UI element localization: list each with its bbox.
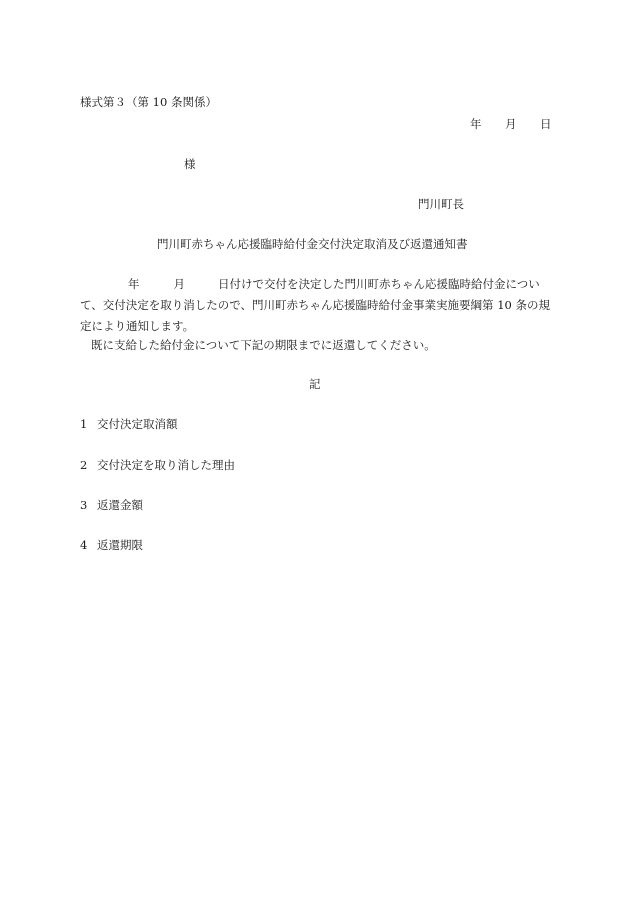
body-year: 年	[128, 277, 140, 291]
item-number: 1	[80, 417, 88, 431]
item-label: 返還金額	[97, 498, 143, 512]
body-line-3: 定により通知します。	[80, 319, 195, 333]
item-number: 3	[80, 498, 88, 512]
item-label: 交付決定取消額	[97, 417, 178, 431]
date-line	[470, 119, 552, 131]
item-number: 4	[80, 538, 88, 552]
body-line-1-text: 日付けで交付を決定した門川町赤ちゃん応援臨時給付金につい	[218, 277, 540, 291]
date-year: 年	[470, 117, 482, 131]
sender: 門川町長	[418, 197, 464, 211]
body-line-1	[80, 279, 540, 291]
body-line-4: 既に支給した給付金について下記の期限までに返還してください。	[91, 338, 436, 352]
item-label: 交付決定を取り消した理由	[97, 458, 235, 472]
list-item	[80, 540, 143, 552]
list-item	[80, 460, 235, 472]
item-label: 返還期限	[97, 538, 143, 552]
list-item	[80, 500, 143, 512]
body-month: 月	[173, 277, 185, 291]
body-line-2: て、交付決定を取り消したので、門川町赤ちゃん応援臨時給付金事業実施要綱第 10 条の規	[80, 298, 550, 312]
addressee: 様	[184, 157, 196, 171]
date-month: 月	[505, 117, 517, 131]
list-item	[80, 419, 178, 431]
date-day: 日	[540, 117, 552, 131]
item-number: 2	[80, 458, 88, 472]
form-label: 様式第３（第 10 条関係）	[80, 95, 217, 109]
document-title: 門川町赤ちゃん応援臨時給付金交付決定取消及び返還通知書	[157, 237, 468, 251]
ki-heading: 記	[309, 377, 321, 391]
